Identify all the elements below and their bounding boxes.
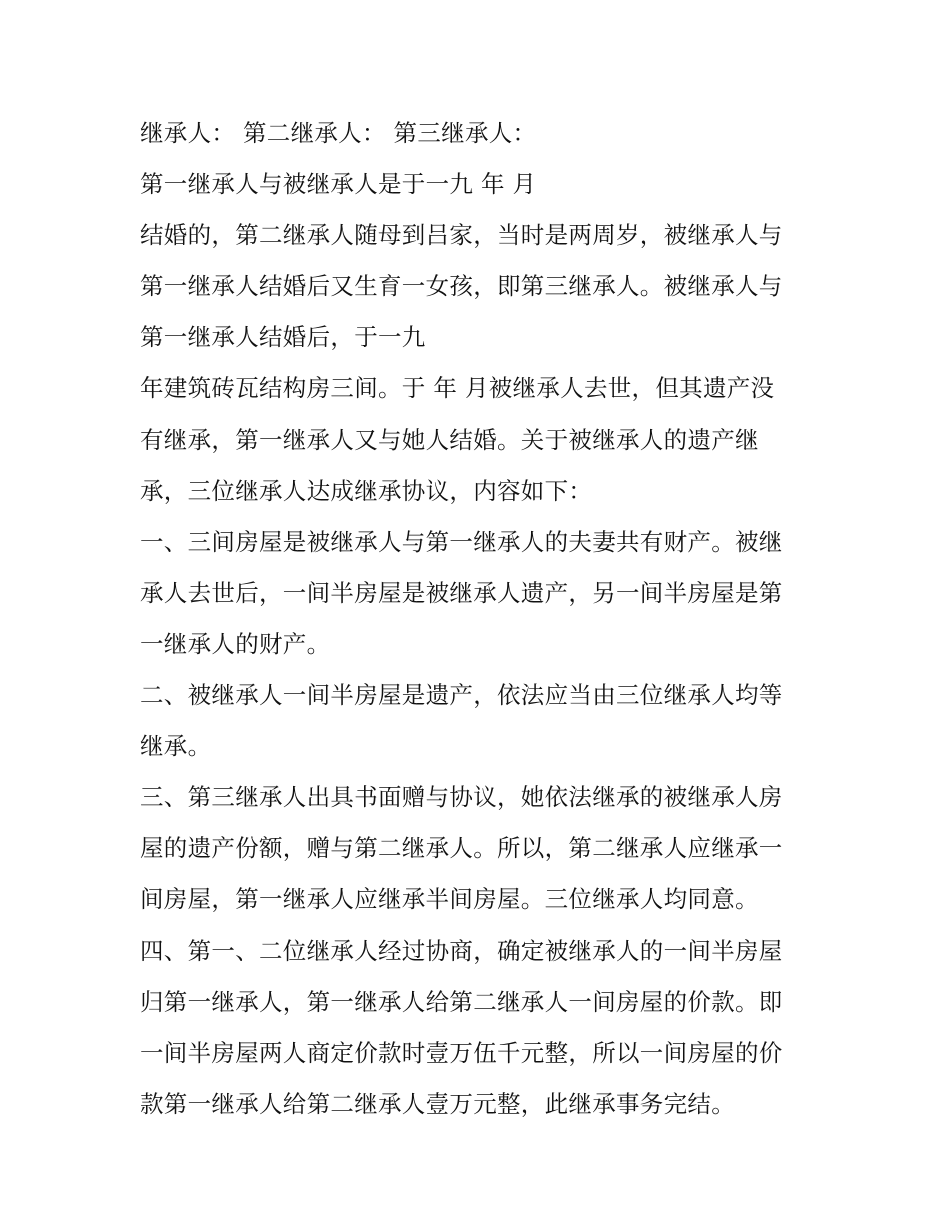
text-line: 一间半房屋两人商定价款时壹万伍千元整，所以一间房屋的价: [140, 1038, 783, 1067]
clause-two-line: 二、被继承人一间半房屋是遗产，依法应当由三位继承人均等: [140, 681, 783, 710]
text-line: 第一继承人与被继承人是于一九 年 月: [140, 170, 537, 199]
text-line: 第一继承人结婚后又生育一女孩，即第三继承人。被继承人与: [140, 272, 783, 301]
document-body: [140, 108, 820, 1130]
text-line: 屋的遗产份额，赠与第二继承人。所以，第二继承人应继承一: [140, 834, 783, 863]
text-line: 年建筑砖瓦结构房三间。于 年 月被继承人去世，但其遗产没: [140, 374, 775, 403]
text-line: 有继承，第一继承人又与她人结婚。关于被继承人的遗产继: [140, 425, 759, 454]
clause-one-line: 一、三间房屋是被继承人与第一继承人的夫妻共有财产。被继: [140, 527, 783, 556]
clause-four-line: 四、第一、二位继承人经过协商，确定被继承人的一间半房屋: [140, 936, 783, 965]
text-line: 第一继承人结婚后，于一九: [140, 323, 426, 352]
text-line: 继承。: [140, 732, 212, 761]
text-line: 归第一继承人，第一继承人给第二继承人一间房屋的价款。即: [140, 987, 783, 1016]
text-line: 结婚的，第二继承人随母到吕家，当时是两周岁，被继承人与: [140, 221, 783, 250]
text-line: 承，三位继承人达成继承协议，内容如下：: [140, 476, 593, 505]
text-line: 承人去世后，一间半房屋是被继承人遗产，另一间半房屋是第: [140, 578, 783, 607]
text-line: 一继承人的财产。: [140, 629, 331, 658]
text-line: 间房屋，第一继承人应继承半间房屋。三位继承人均同意。: [140, 885, 759, 914]
heirs-heading-line: 继承人： 第二继承人： 第三继承人：: [140, 119, 537, 147]
text-line: 款第一继承人给第二继承人壹万元整，此继承事务完结。: [140, 1089, 735, 1118]
clause-three-line: 三、第三继承人出具书面赠与协议，她依法继承的被继承人房: [140, 783, 783, 812]
